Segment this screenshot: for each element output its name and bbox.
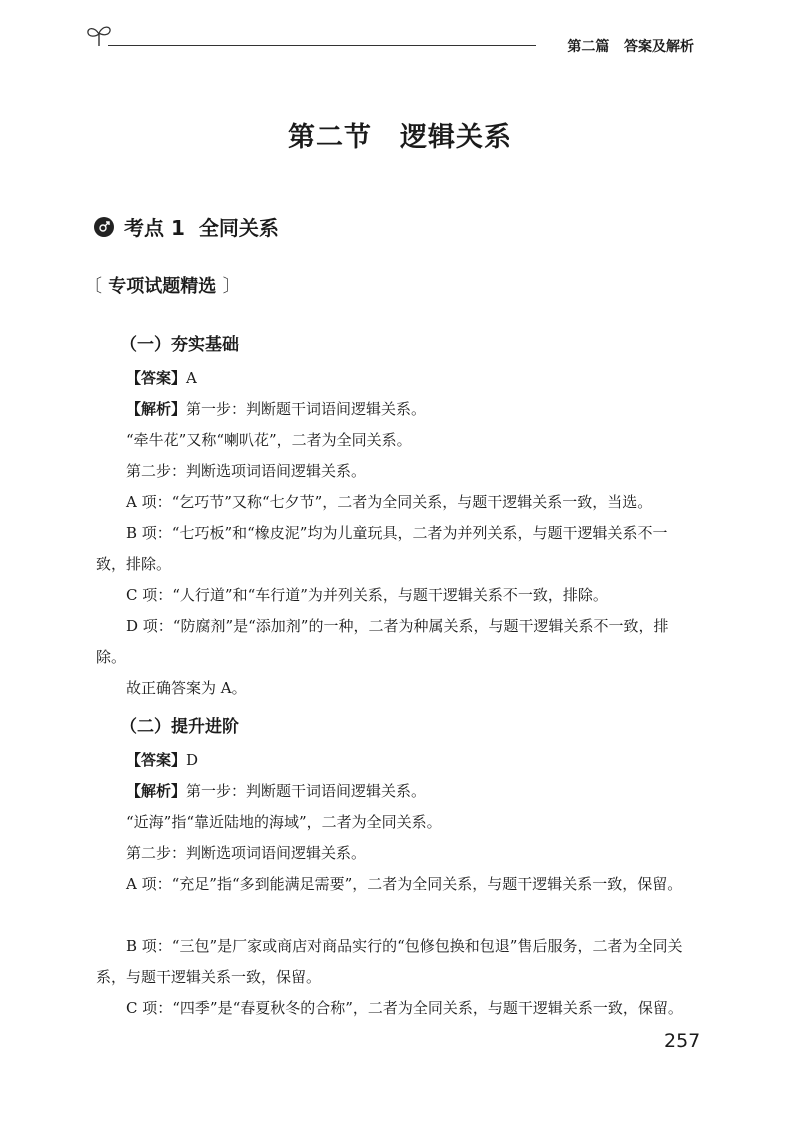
part-title: 第二篇 (567, 39, 610, 55)
part2-line: 第二步：判断选项词语间逻辑关系。 (126, 844, 367, 862)
kaodian-heading (94, 212, 279, 241)
page-number: 257 (664, 1030, 701, 1052)
part1-line: 第二步：判断选项词语间逻辑关系。 (126, 462, 367, 480)
analysis-tag: 【解析】 (126, 400, 187, 418)
bullet-icon (94, 217, 114, 237)
part2-option-a: A 项：“充足”指“多到能满足需要”，二者为全同关系，与题干逻辑关系一致，保留。 (126, 875, 683, 893)
part1-option-b: B 项：“七巧板”和“橡皮泥”均为儿童玩具，二者为并列关系，与题干逻辑关系不一致，排除。 (96, 524, 668, 573)
part2-heading: （二）提升进阶 (120, 717, 239, 737)
part2-line: “近海”指“靠近陆地的海域”，二者为全同关系。 (126, 813, 442, 831)
part2-answer (96, 745, 696, 776)
bracket-open: 〔 (84, 276, 102, 297)
part2-analysis-line: 【解析】第一步：判断题干词语间逻辑关系。 (126, 782, 427, 800)
part1-option-c: C 项：“人行道”和“车行道”为并列关系，与题干逻辑关系不一致，排除。 (126, 586, 608, 604)
analysis-tag: 【解析】 (126, 782, 187, 800)
special-section-title: 专项试题精选 (108, 276, 217, 297)
answer-value: A (186, 369, 197, 387)
section-title: 第二节 逻辑关系 (288, 122, 512, 153)
bracket-close: 〕 (222, 276, 241, 297)
part1-line: “牵牛花”又称“喇叭花”，二者为全同关系。 (126, 431, 412, 449)
part1-analysis-line: 【解析】第一步：判断题干词语间逻辑关系。 (126, 400, 427, 418)
kaodian-title: 全同关系 (198, 216, 279, 240)
answer-tag: 【答案】 (126, 751, 187, 769)
running-header (567, 36, 694, 56)
answer-tag: 【答案】 (126, 369, 187, 387)
part1-conclusion: 故正确答案为 A。 (126, 679, 247, 697)
kaodian-label: 考点 1 (124, 216, 185, 240)
part2-option-c: C 项：“四季”是“春夏秋冬的合称”，二者为全同关系，与题干逻辑关系一致，保留。 (126, 999, 683, 1017)
part1-option-d: D 项：“防腐剂”是“添加剂”的一种，二者为种属关系，与题干逻辑关系不一致，排除。 (96, 617, 669, 666)
part2-option-b: B 项：“三包”是厂家或商店对商品实行的“包修包换和包退”售后服务，二者为全同关系，与题干逻辑关系一致，保留。 (96, 937, 683, 986)
special-section-label (84, 272, 241, 298)
header-rule (108, 45, 536, 46)
part-subtitle: 答案及解析 (624, 39, 694, 55)
part1-answer (96, 363, 696, 394)
part1-option-a: A 项：“乞巧节”又称“七夕节”，二者为全同关系，与题干逻辑关系一致，当选。 (126, 493, 653, 511)
part1-heading: （一）夯实基础 (120, 335, 239, 355)
answer-value: D (186, 751, 199, 769)
